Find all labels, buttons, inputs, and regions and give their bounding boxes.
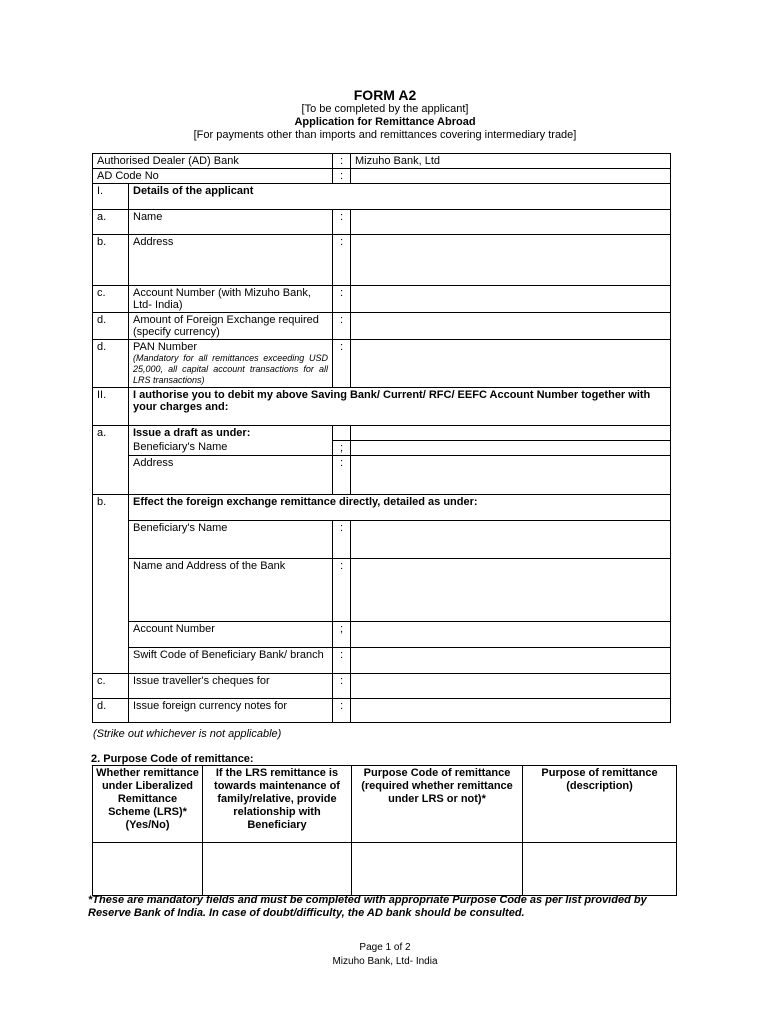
currency-notes-label: Issue foreign currency notes for: [129, 698, 333, 722]
row-iib-number: b.: [93, 494, 129, 673]
colon: :: [333, 235, 351, 286]
ad-bank-row: [93, 154, 671, 169]
name-field[interactable]: [351, 210, 671, 235]
row-b-number: b.: [93, 235, 129, 286]
draft-beneficiary-field[interactable]: [351, 440, 671, 455]
applicant-form-table: [92, 153, 671, 723]
colon: :: [333, 698, 351, 722]
name-row: [93, 210, 671, 235]
fx-amount-field[interactable]: [351, 313, 671, 340]
bank-name-address-label: Name and Address of the Bank: [129, 558, 333, 621]
draft-address-label: Address: [129, 455, 333, 494]
mandatory-fields-note: *These are mandatory fields and must be completed with appropriate Purpose Code as per list provided by Reserve Bank of India. In case of doubt/difficulty, the AD bank should be consulted.: [88, 894, 647, 919]
purpose-code-field[interactable]: [352, 843, 523, 896]
row-c-number: c.: [93, 286, 129, 313]
purpose-code-table: [92, 765, 677, 896]
row-d-number: d.: [93, 313, 129, 340]
relationship-header: If the LRS remittance is towards maintenance of family/relative, provide relationship with Beneficiary: [203, 766, 352, 843]
account-number-row: [93, 286, 671, 313]
section-1-title: Details of the applicant: [129, 184, 671, 210]
row-iic-number: c.: [93, 673, 129, 698]
swift-code-label: Swift Code of Beneficiary Bank/ branch: [129, 647, 333, 673]
draft-address-row: [93, 455, 671, 494]
colon: :: [333, 313, 351, 340]
currency-notes-row: [93, 698, 671, 722]
ad-code-field[interactable]: [351, 169, 671, 184]
swift-code-field[interactable]: [351, 647, 671, 673]
remit-beneficiary-row: [93, 520, 671, 558]
direct-remittance-title-row: [93, 494, 671, 520]
colon: :: [333, 286, 351, 313]
purpose-description-field[interactable]: [523, 843, 677, 896]
purpose-code-header: Purpose Code of remittance (required whether remittance under LRS or not)*: [352, 766, 523, 843]
draft-beneficiary-label: Beneficiary's Name: [129, 440, 333, 455]
travellers-cheques-field[interactable]: [351, 673, 671, 698]
form-subtitle: [To be completed by the applicant]: [301, 103, 469, 115]
pan-note: (Mandatory for all remittances exceeding USD 25,000, all capital account transactions for all LRS transactions): [133, 353, 328, 385]
draft-title-row: [93, 426, 671, 441]
section-1-number: I.: [93, 184, 129, 210]
lrs-header: Whether remittance under Liberalized Remittance Scheme (LRS)* (Yes/No): [93, 766, 203, 843]
travellers-cheques-label: Issue traveller's cheques for: [129, 673, 333, 698]
beneficiary-account-field[interactable]: [351, 621, 671, 647]
purpose-description-header: Purpose of remittance (description): [523, 766, 677, 843]
swift-code-row: [93, 647, 671, 673]
account-number-field[interactable]: [351, 286, 671, 313]
row-d2-number: d.: [93, 340, 129, 388]
beneficiary-account-row: [93, 621, 671, 647]
colon: :: [333, 340, 351, 388]
colon: :: [333, 455, 351, 494]
pan-row: [93, 340, 671, 388]
draft-beneficiary-row: [93, 440, 671, 455]
ad-bank-value[interactable]: Mizuho Bank, Ltd: [351, 154, 671, 169]
travellers-cheques-row: [93, 673, 671, 698]
section-1-row: [93, 184, 671, 210]
address-field[interactable]: [351, 235, 671, 286]
beneficiary-account-label: Account Number: [129, 621, 333, 647]
semicolon: ;: [333, 621, 351, 647]
address-label: Address: [129, 235, 333, 286]
colon: :: [333, 169, 351, 184]
account-number-label: Account Number (with Mizuho Bank, Ltd- India): [129, 286, 333, 313]
relationship-field[interactable]: [203, 843, 352, 896]
pan-label: PAN Number: [133, 341, 197, 353]
purpose-header-row: [93, 766, 677, 843]
strike-out-note: (Strike out whichever is not applicable): [93, 728, 282, 740]
semicolon: ;: [333, 440, 351, 455]
form-title: FORM A2: [353, 87, 417, 103]
colon: :: [333, 647, 351, 673]
colon: :: [333, 210, 351, 235]
row-a-number: a.: [93, 210, 129, 235]
colon: :: [333, 558, 351, 621]
lrs-field[interactable]: [93, 843, 203, 896]
colon: :: [333, 673, 351, 698]
direct-remittance-title: Effect the foreign exchange remittance directly, detailed as under:: [129, 494, 671, 520]
application-title: Application for Remittance Abroad: [294, 116, 476, 128]
purpose-entry-row: [93, 843, 677, 896]
ad-bank-label: Authorised Dealer (AD) Bank: [93, 154, 333, 169]
page-number: Page 1 of 2: [359, 942, 411, 953]
footer-bank-name: Mizuho Bank, Ltd- India: [332, 956, 438, 967]
purpose-code-title: 2. Purpose Code of remittance:: [91, 753, 254, 765]
ad-code-label: AD Code No: [93, 169, 333, 184]
row-iid-number: d.: [93, 698, 129, 722]
ad-code-row: [93, 169, 671, 184]
section-2-number: II.: [93, 388, 129, 426]
pan-field[interactable]: [351, 340, 671, 388]
fx-amount-row: [93, 313, 671, 340]
name-label: Name: [129, 210, 333, 235]
draft-title: Issue a draft as under:: [129, 426, 333, 441]
draft-address-field[interactable]: [351, 455, 671, 494]
colon: :: [333, 154, 351, 169]
bank-name-address-row: [93, 558, 671, 621]
colon: :: [333, 520, 351, 558]
fx-amount-label: Amount of Foreign Exchange required (specify currency): [129, 313, 333, 340]
section-2-row: [93, 388, 671, 426]
section-2-title: I authorise you to debit my above Saving Bank/ Current/ RFC/ EEFC Account Number together with your charges and:: [129, 388, 671, 426]
row-iia-number: a.: [93, 426, 129, 495]
remit-beneficiary-label: Beneficiary's Name: [129, 520, 333, 558]
bank-name-address-field[interactable]: [351, 558, 671, 621]
form-scope-note: [For payments other than imports and remittances covering intermediary trade]: [193, 129, 577, 141]
remit-beneficiary-field[interactable]: [351, 520, 671, 558]
pan-label-cell: [129, 340, 333, 388]
address-row: [93, 235, 671, 286]
currency-notes-field[interactable]: [351, 698, 671, 722]
